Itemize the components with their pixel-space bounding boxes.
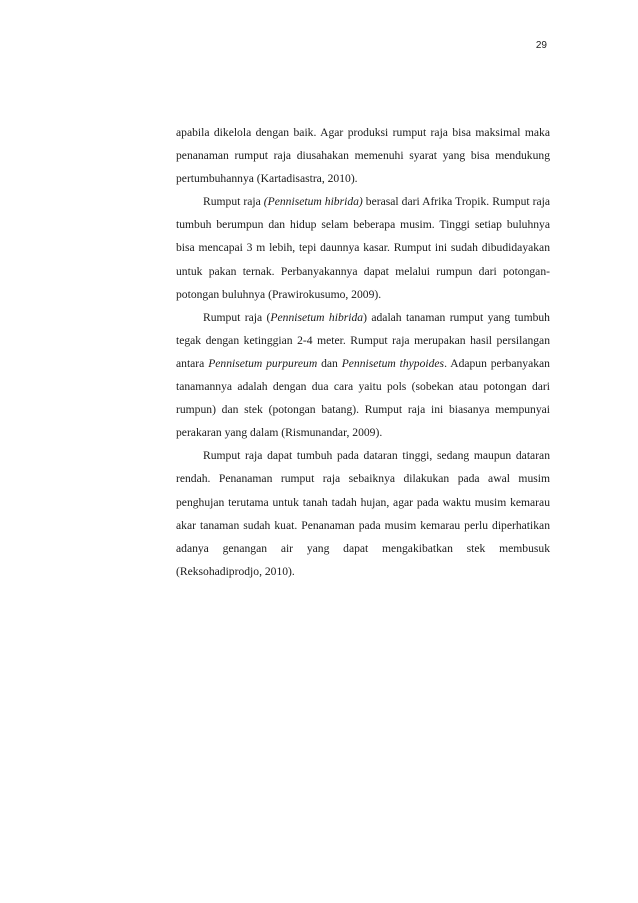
body-text: [176, 121, 550, 583]
species-name: (Pennisetum hibrida): [263, 195, 363, 209]
paragraph-continuation: [176, 121, 550, 190]
paragraph-text: ) adalah tanaman rumput yang tumbuh tegak dengan ketinggian 2-4 meter. Rumput raja merupakan hasil persilangan antara: [176, 310, 550, 370]
paragraph-text: Rumput raja dapat tumbuh pada dataran tinggi, sedang maupun dataran rendah. Penanaman rumput raja sebaiknya dilakukan pada awal musim penghujan terutama untuk tanah tadah hujan, agar pada waktu musim kemarau akar tanaman sudah kuat. Penanaman pada musim kemarau perlu diperhatikan adanya genangan air yang dapat mengakibatkan stek membusuk (Reksohadiprodjo, 2010).: [176, 449, 550, 578]
paragraph-text: Rumput raja: [203, 195, 264, 209]
paragraph-text: . Adapun perbanyakan tanamannya adalah dengan dua cara yaitu pols (sobekan atau potongan dari rumpun) dan stek (potongan batang). Rumput raja ini biasanya mempunyai perakaran yang dalam (Rismunandar, 2009).: [176, 356, 550, 440]
paragraph-origin: [176, 190, 550, 305]
paragraph-text: apabila dikelola dengan baik. Agar produksi rumput raja bisa maksimal maka penanaman rumput raja diusahakan memenuhi syarat yang bisa mendukung pertumbuhannya (Kartadisastra, 2010).: [176, 126, 550, 186]
species-name: Pennisetum hibrida: [270, 310, 364, 324]
paragraph-cultivation: [176, 444, 550, 583]
paragraph-description: [176, 306, 550, 445]
species-name: Pennisetum purpureum: [208, 356, 318, 370]
species-name: Pennisetum thypoides: [341, 356, 445, 370]
paragraph-text: dan: [317, 356, 342, 370]
paragraph-text: Rumput raja (: [203, 310, 271, 324]
page-number: 29: [535, 40, 547, 51]
paragraph-text: berasal dari Afrika Tropik. Rumput raja tumbuh berumpun dan hidup selam beberapa musim. Tinggi setiap buluhnya bisa mencapai 3 m lebih, tepi daunnya kasar. Rumput ini sudah dibudidayakan untuk pakan ternak. Perbanyakannya dapat melalui rumpun dari potongan-potongan buluhnya (Prawirokusumo, 2009).: [176, 195, 550, 301]
